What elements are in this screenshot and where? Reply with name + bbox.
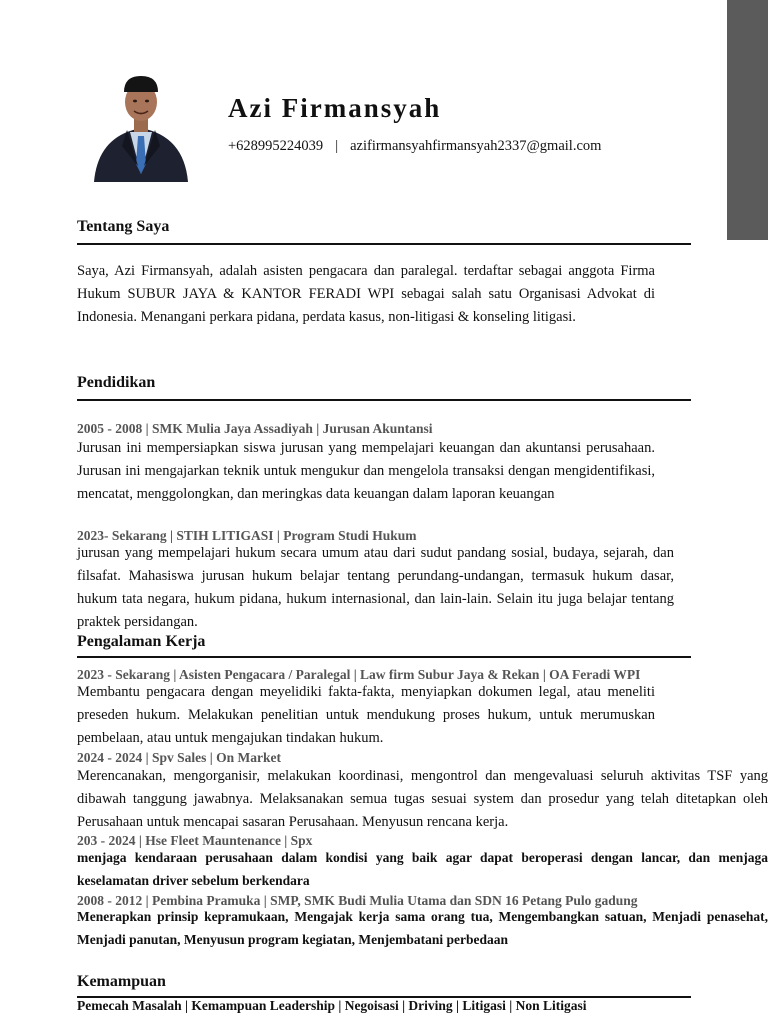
education-item-text: Jurusan ini mempersiapkan siswa jurusan yang mempelajari keuangan dan akuntansi perusahaan. Jurusan ini mengajarkan teknik untuk mengukur dan mengelola transaksi dengan mengidentifikasi, mencatat, menggolongkan, dan meringkas data keuangan dalam laporan keuangan	[77, 440, 655, 502]
about-title: Tentang Saya	[77, 218, 170, 235]
experience-item-heading: 203 - 2024 | Hse Fleet Mauntenance | Spx	[77, 833, 313, 848]
contact-line	[228, 138, 601, 155]
experience-item-heading: 2023 - Sekarang | Asisten Pengacara / Paralegal | Law firm Subur Jaya & Rekan | OA Feradi WPI	[77, 667, 641, 682]
experience-item-text: Menerapkan prinsip kepramukaan, Mengajak kerja sama orang tua, Mengembangkan satuan, Menjadi penasehat, Menjadi panutan, Menyusun program kegiatan, Menjembatani perbedaan	[77, 909, 768, 947]
education-title: Pendidikan	[77, 374, 156, 391]
experience-item-text: Membantu pengacara dengan meyelidiki fakta-fakta, menyiapkan dokumen legal, atau meneliti preseden hukum. Melakukan penelitian untuk mendukung proses hukum, untuk merumuskan pembelaan, atau untuk mengajukan tindakan hukum.	[77, 684, 655, 746]
side-accent-bar	[727, 0, 768, 240]
experience-item-heading: 2024 - 2024 | Spv Sales | On Market	[77, 750, 281, 765]
phone-number[interactable]: +628995224039	[228, 138, 324, 154]
about-divider	[77, 243, 691, 245]
experience-item-text: menjaga kendaraan perusahaan dalam kondisi yang baik agar dapat beroperasi dengan lancar, dan menjaga keselamatan driver sebelum berkendara	[77, 850, 768, 888]
skills-title: Kemampuan	[77, 973, 166, 990]
experience-item-text: Merencanakan, mengorganisir, melakukan koordinasi, mengontrol dan mengevaluasi seluruh aktivitas TSF yang dibawah tanggung jawabnya. Melaksanakan semua tugas sesuai system dan prosedur yang telah ditetapkan oleh Perusahaan untuk mencapai sasaran Perusahaan. Menyusun rencana kerja.	[77, 768, 768, 830]
education-item-text: jurusan yang mempelajari hukum secara umum atau dari sudut pandang sosial, budaya, sejarah, dan filsafat. Mahasiswa jurusan hukum belajar tentang perundang-undangan, termasuk hukum dasar, hukum tata negara, hukum pidana, hukum internasional, dan lain-lain. Selain itu juga belajar tentang praktek persidangan.	[77, 545, 674, 630]
education-divider	[77, 399, 691, 401]
about-text: Saya, Azi Firmansyah, adalah asisten pengacara dan paralegal. terdaftar sebagai anggota Firma Hukum SUBUR JAYA & KANTOR FERADI WPI sebagai salah satu Organisasi Advokat di Indonesia. Menangani perkara pidana, perdata kasus, non-litigasi & konseling litigasi.	[77, 263, 655, 325]
profile-photo	[94, 70, 188, 182]
education-item-heading: 2005 - 2008 | SMK Mulia Jaya Assadiyah | Jurusan Akuntansi	[77, 421, 433, 436]
experience-title: Pengalaman Kerja	[77, 633, 206, 650]
education-item-heading: 2023- Sekarang | STIH LITIGASI | Program Studi Hukum	[77, 528, 417, 543]
skills-list: Pemecah Masalah | Kemampuan Leadership | Negoisasi | Driving | Litigasi | Non Litigasi	[77, 998, 587, 1013]
email-address[interactable]: azifirmansyahfirmansyah2337@gmail.com	[350, 138, 602, 154]
experience-divider	[77, 656, 691, 658]
experience-item-heading: 2008 - 2012 | Pembina Pramuka | SMP, SMK Budi Mulia Utama dan SDN 16 Petang Pulo gadung	[77, 893, 638, 908]
contact-separator: |	[335, 138, 339, 154]
person-name: Azi Firmansyah	[228, 93, 442, 123]
